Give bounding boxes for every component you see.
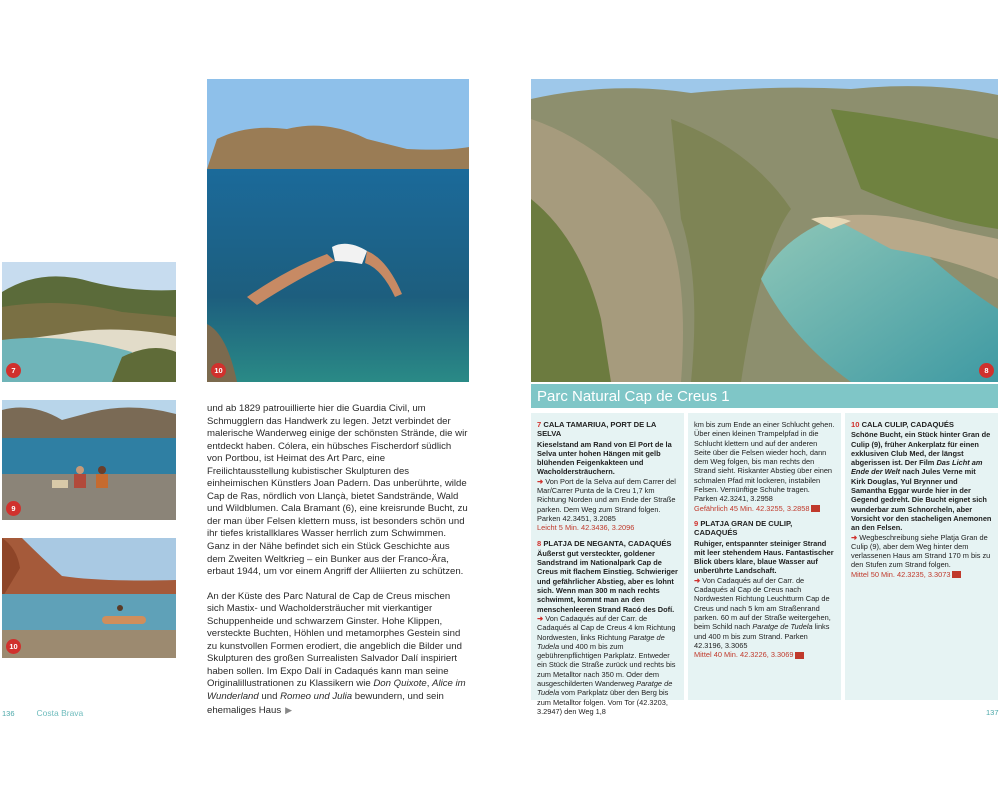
entry-meta-7: Leicht 5 Min. 42.3436, 3.2096 xyxy=(537,523,635,533)
photo-cala-tamariua xyxy=(2,262,176,382)
section-banner: Parc Natural Cap de Creus 1 xyxy=(531,384,998,408)
arrow-icon: ➜ xyxy=(694,575,701,585)
entry-directions-7: ➜ Von Port de la Selva auf dem Carrer del Mar/Carrer Punta de la Creu 1,7 km Richtung Norden und am Ende der Straße parken. Dem Weg zum Strand folgen. Parken 42.3451, 3.2085 xyxy=(537,476,676,523)
continue-arrow-icon: ▶ xyxy=(285,704,293,715)
footer-left xyxy=(2,708,83,718)
arrow-icon: ➜ xyxy=(537,476,544,486)
photo-cliff-diver xyxy=(207,79,469,382)
entry-title-8: 8 PLATJA DE NEGANTA, CADAQUÉS xyxy=(537,538,672,548)
entry-directions-8: ➜ Von Cadaqués auf der Carr. de Cadaqués al Cap de Creus 4 km Richtung Nordwesten, links Richtung Paratge de Tudela und 400 m bis zum gebührenpflichtigen Parkplatz. Entweder ein Stück die Straße zurück und rechts bis zum Metalltor nach 350 m. Oder dem ausgeschilderten Wanderweg Paratge de Tudela vom Parkplatz über den Berg bis zum Metalltor folgen. Vom Tor (42.3203, 3.2947) den Weg 1,8 xyxy=(537,613,676,716)
parking-icon xyxy=(795,652,804,659)
entry-meta-9: Mittel 40 Min. 42.3226, 3.3069 xyxy=(694,650,835,659)
photo-number-badge: 10 xyxy=(6,639,21,654)
page-number-right: 137 xyxy=(986,708,999,717)
section-title: Costa Brava xyxy=(36,708,84,718)
parking-icon xyxy=(811,505,820,512)
entry-directions-10: ➜ Wegbeschreibung siehe Platja Gran de Culip (9), aber dem Weg hinter dem verlassenen Haus am Strand 170 m bis zu den Stufen zum Strand folgen. xyxy=(851,532,991,570)
parking-icon xyxy=(952,571,961,578)
entry-directions-8-cont: km bis zum Ende an einer Schlucht gehen. Über einen kleinen Trampelpfad in die Schlucht klettern und auf der anderen Seite über die Felsen wieder hoch, dann dem Weg folgen, bis man rechts den Strand sieht. Riskanter Abstieg über einen schmalen Pfad mit lockeren, instabilen Felsen. Vernünftige Schuhe tragen. Parken 42.3241, 3.2958 xyxy=(694,420,835,504)
entry-directions-9: ➜ Von Cadaqués auf der Carr. de Cadaqués al Cap de Creus nach Nordwesten Richtung Leuchtturm Cap de Creus und nach 5 km am Straßenrand parken. 60 m auf der Straße weitergehen, beim Schild nach Paratge de Tudela links und 400 m bis zum Strand. Parken 42.3196, 3.3065 xyxy=(694,575,831,650)
photo-cala-culip xyxy=(2,538,176,658)
photo-cap-de-creus-bay xyxy=(531,79,998,382)
beach-card-col2 xyxy=(688,413,841,700)
photo-number-badge: 8 xyxy=(979,363,994,378)
beach-card-col3 xyxy=(845,413,998,700)
arrow-icon: ➜ xyxy=(537,613,544,623)
entry-lead-9: Ruhiger, entspannter steiniger Strand mit leer stehendem Haus. Fantastischer Blick übers klare, blaue Wasser auf unberührte Landschaft. xyxy=(694,538,834,576)
arrow-icon: ➜ xyxy=(851,532,858,542)
photo-number-badge: 10 xyxy=(211,363,226,378)
body-paragraph-1: und ab 1829 patrouillierte hier die Guardia Civil, um Schmugglern das Handwerk zu legen. Jetzt verbindet der malerische Wanderweg einige der schönsten Strände, die wir entdeckt haben. Cólera, ein hübsches Fischerdorf südlich von Portbou, ist Heimat des Art Parc, eine Freilichtausstellung kubistischer Skulpturen des einheimischen Künstlers Joan Padern. Das unberührte, wilde Cap de Ras, nördlich von Llançà, bietet Sandstrände, Wald und Wildblumen. Cala Bramant (6), eine kreisrunde Bucht, zu der man über Felsen klettern muss, ist besonders schön und ihr tiefes kristallklares Wasser herrlich zum Schwimmen. Ganz in der Nähe befindet sich ein Stück Geschichte aus dem Zweiten Weltkrieg – ein Bunker aus der Franco-Ära, erbaut 1944, um vor einem Angriff der Alliierten zu schützen. xyxy=(207,403,468,578)
body-paragraph-2: An der Küste des Parc Natural de Cap de Creus mischen sich Mastix- und Wacholdersträucher mit vierkantiger Schuppenheide und schwarzem Ginster. Hohe Klippen, versteckte Buchten, Höhlen und metamorphes Gestein sind zu kunstvollen Formen erodiert, die angeblich die Bilder und Skulpturen des großen Surrealisten Salvador Dalí inspiriert haben sollen. Im Expo Dalí in Cadaqués kann man seine Originalillustrationen zu Klassikern wie Don Quixote, Alice im Wunderland und Romeo und Julia bewundern, und sein ehemaliges Haus ▶ xyxy=(207,590,466,716)
entry-lead-7: Kieselstand am Rand von El Port de la Selva unter hohen Hängen mit gelb blühenden Feigenkakteen und Wacholdersträuchern. xyxy=(537,439,672,477)
photo-number-badge: 7 xyxy=(6,363,21,378)
entry-title-9: 9 PLATJA GRAN DE CULIP, CADAQUÉS xyxy=(694,518,793,538)
beach-card-col1 xyxy=(531,413,684,716)
entry-lead-10: Schöne Bucht, ein Stück hinter Gran de Culip (9), früher Ankerplatz für einen exklusiven Club Med, der längst abgerissen ist. Der Film Das Licht am Ende der Welt nach Jules Verne mit Kirk Douglas, Yul Brynner und Samantha Eggar wurde hier in der Gegend gedreht. Die Bucht eignet sich wunderbar zum Schnorcheln, aber Vorsicht vor den stacheligen Anemonen an den Felsen. xyxy=(851,430,992,533)
entry-title-10: 10 CALA CULIP, CADAQUÉS xyxy=(851,420,954,429)
entry-lead-8: Äußerst gut versteckter, goldener Sandstrand im Nationalpark Cap de Creus mit flachem Einstieg. Schwieriger und gefährlicher Abstieg, aber es lohnt sich. Wenn man 300 m nach rechts schwimmt, kommt man an den menschenleeren Strand Racó des Dofí. xyxy=(537,548,678,614)
body-text xyxy=(207,403,469,717)
entry-meta-10: Mittel 50 Min. 42.3235, 3.3073 xyxy=(851,570,992,579)
page-number-left: 136 xyxy=(2,709,15,718)
entry-title-7: 7 CALA TAMARIUA, PORT DE LA SELVA xyxy=(537,420,657,439)
photo-number-badge: 9 xyxy=(6,501,21,516)
entry-meta-8: Gefährlich 45 Min. 42.3255, 3.2858 xyxy=(694,504,835,513)
photo-beach-two-women xyxy=(2,400,176,520)
